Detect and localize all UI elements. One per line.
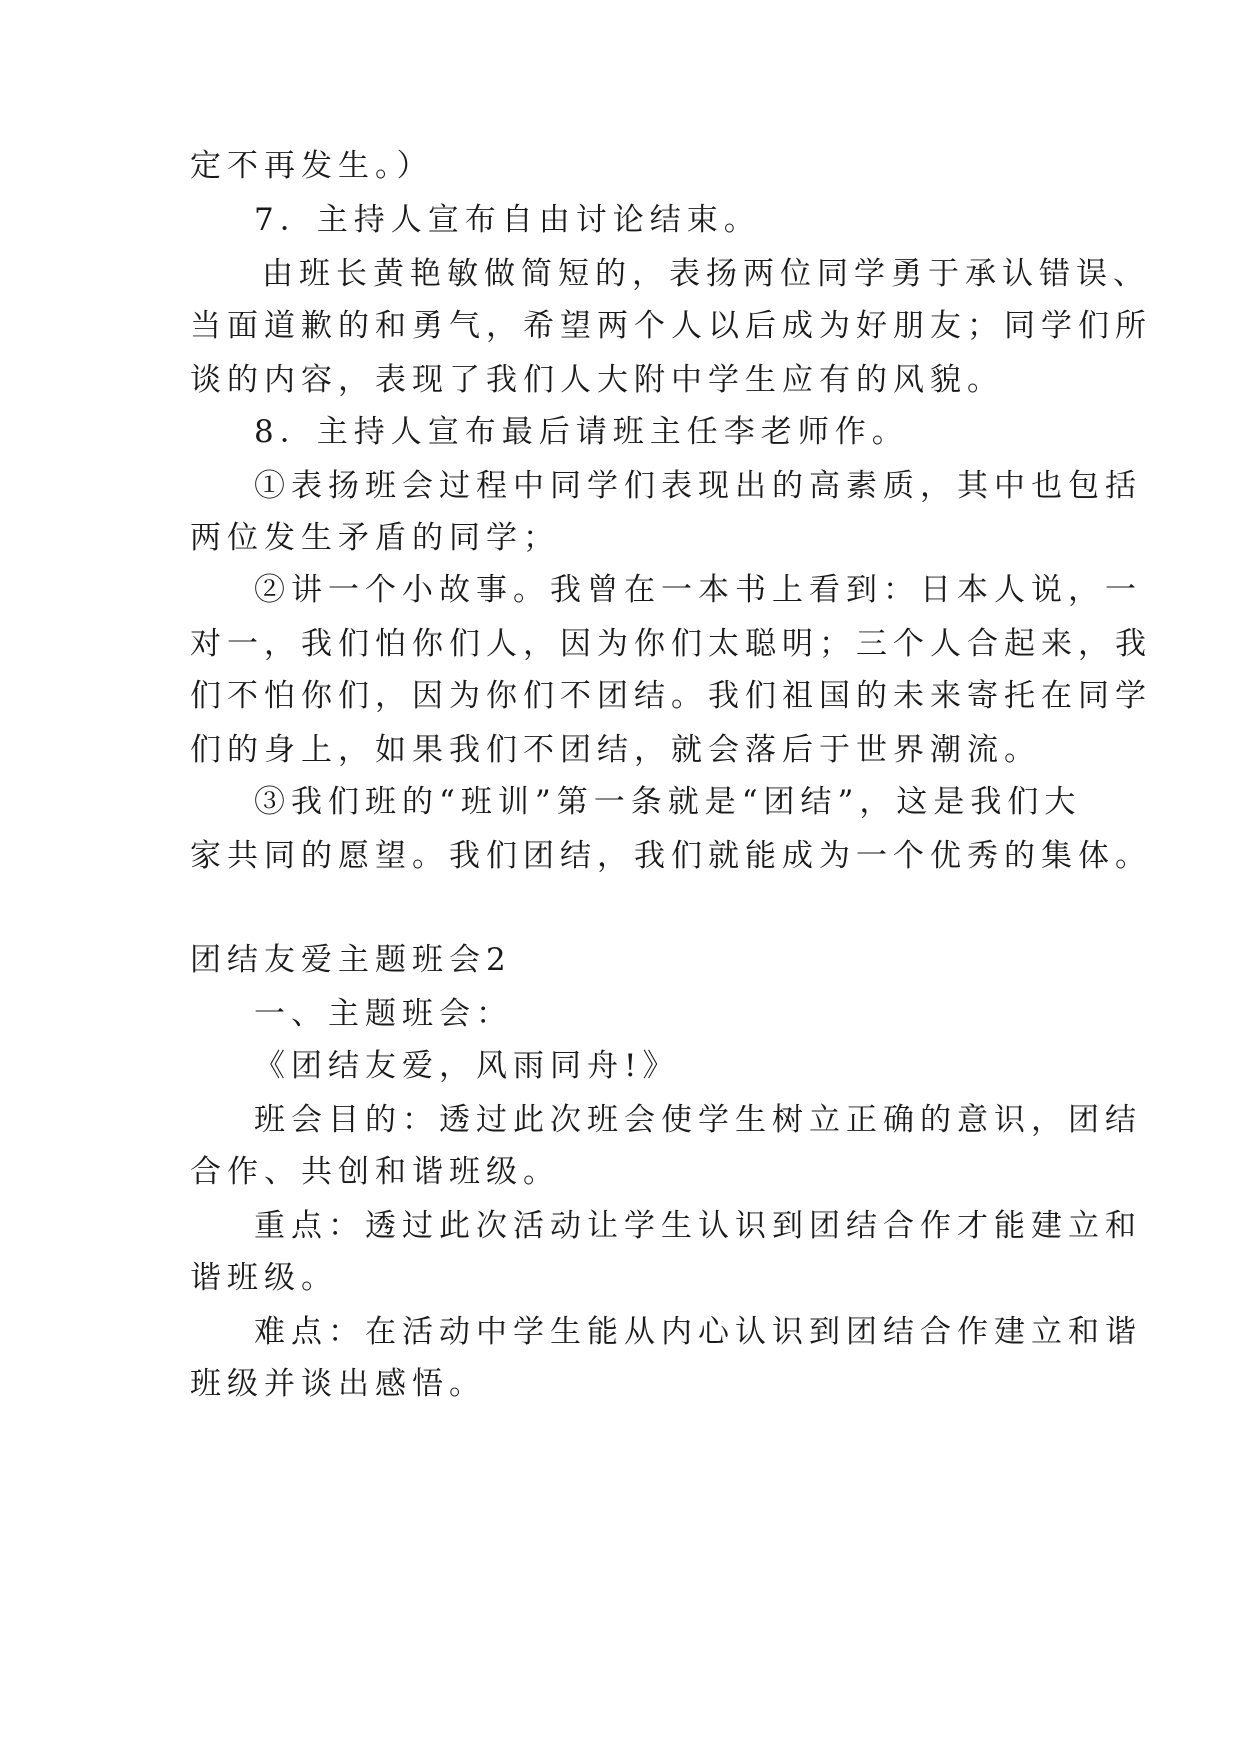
text-line: 们的身上，如果我们不团结，就会落后于世界潮流。 — [190, 732, 1041, 768]
text-line: 定不再发生。） — [190, 148, 434, 184]
text-line: 班级并谈出感悟。 — [190, 1366, 486, 1402]
text-line: 《团结友爱，风雨同舟!》 — [254, 1048, 680, 1084]
text-line: 重点：透过此次活动让学生认识到团结合作才能建立和 — [254, 1208, 1142, 1244]
text-line: ①表扬班会过程中同学们表现出的高素质，其中也包括 — [254, 468, 1142, 504]
text-line: 合作、共创和谐班级。 — [190, 1154, 560, 1190]
text-line: 难点：在活动中学生能从内心认识到团结合作建立和谐 — [254, 1314, 1142, 1350]
text-line: 谐班级。 — [190, 1260, 338, 1296]
text-line: 家共同的愿望。我们团结，我们就能成为一个优秀的集体。 — [190, 838, 1152, 874]
text-line: ②讲一个小故事。我曾在一本书上看到：日本人说，一 — [254, 572, 1142, 608]
section-heading: 团结友爱主题班会2 — [190, 942, 512, 978]
text-line: 7．主持人宣布自由讨论结束。 — [254, 202, 761, 238]
text-line: 班会目的：透过此次班会使学生树立正确的意识，团结 — [254, 1102, 1142, 1138]
text-line: 谈的内容，表现了我们人大附中学生应有的风貌。 — [190, 362, 1004, 398]
text-line: ③我们班的“班训”第一条就是“团结”，这是我们大 — [254, 784, 1082, 820]
text-line: 8．主持人宣布最后请班主任李老师作。 — [254, 414, 909, 450]
text-line: 两位发生矛盾的同学； — [190, 520, 560, 556]
text-line: 由班长黄艳敏做简短的，表扬两位同学勇于承认错误、 — [262, 256, 1150, 292]
text-line: 对一，我们怕你们人，因为你们太聪明；三个人合起来，我 — [190, 626, 1152, 662]
text-line: 当面道歉的和勇气，希望两个人以后成为好朋友；同学们所 — [190, 308, 1152, 344]
text-line: 一、主题班会： — [254, 996, 513, 1032]
text-line: 们不怕你们，因为你们不团结。我们祖国的未来寄托在同学 — [190, 678, 1152, 714]
